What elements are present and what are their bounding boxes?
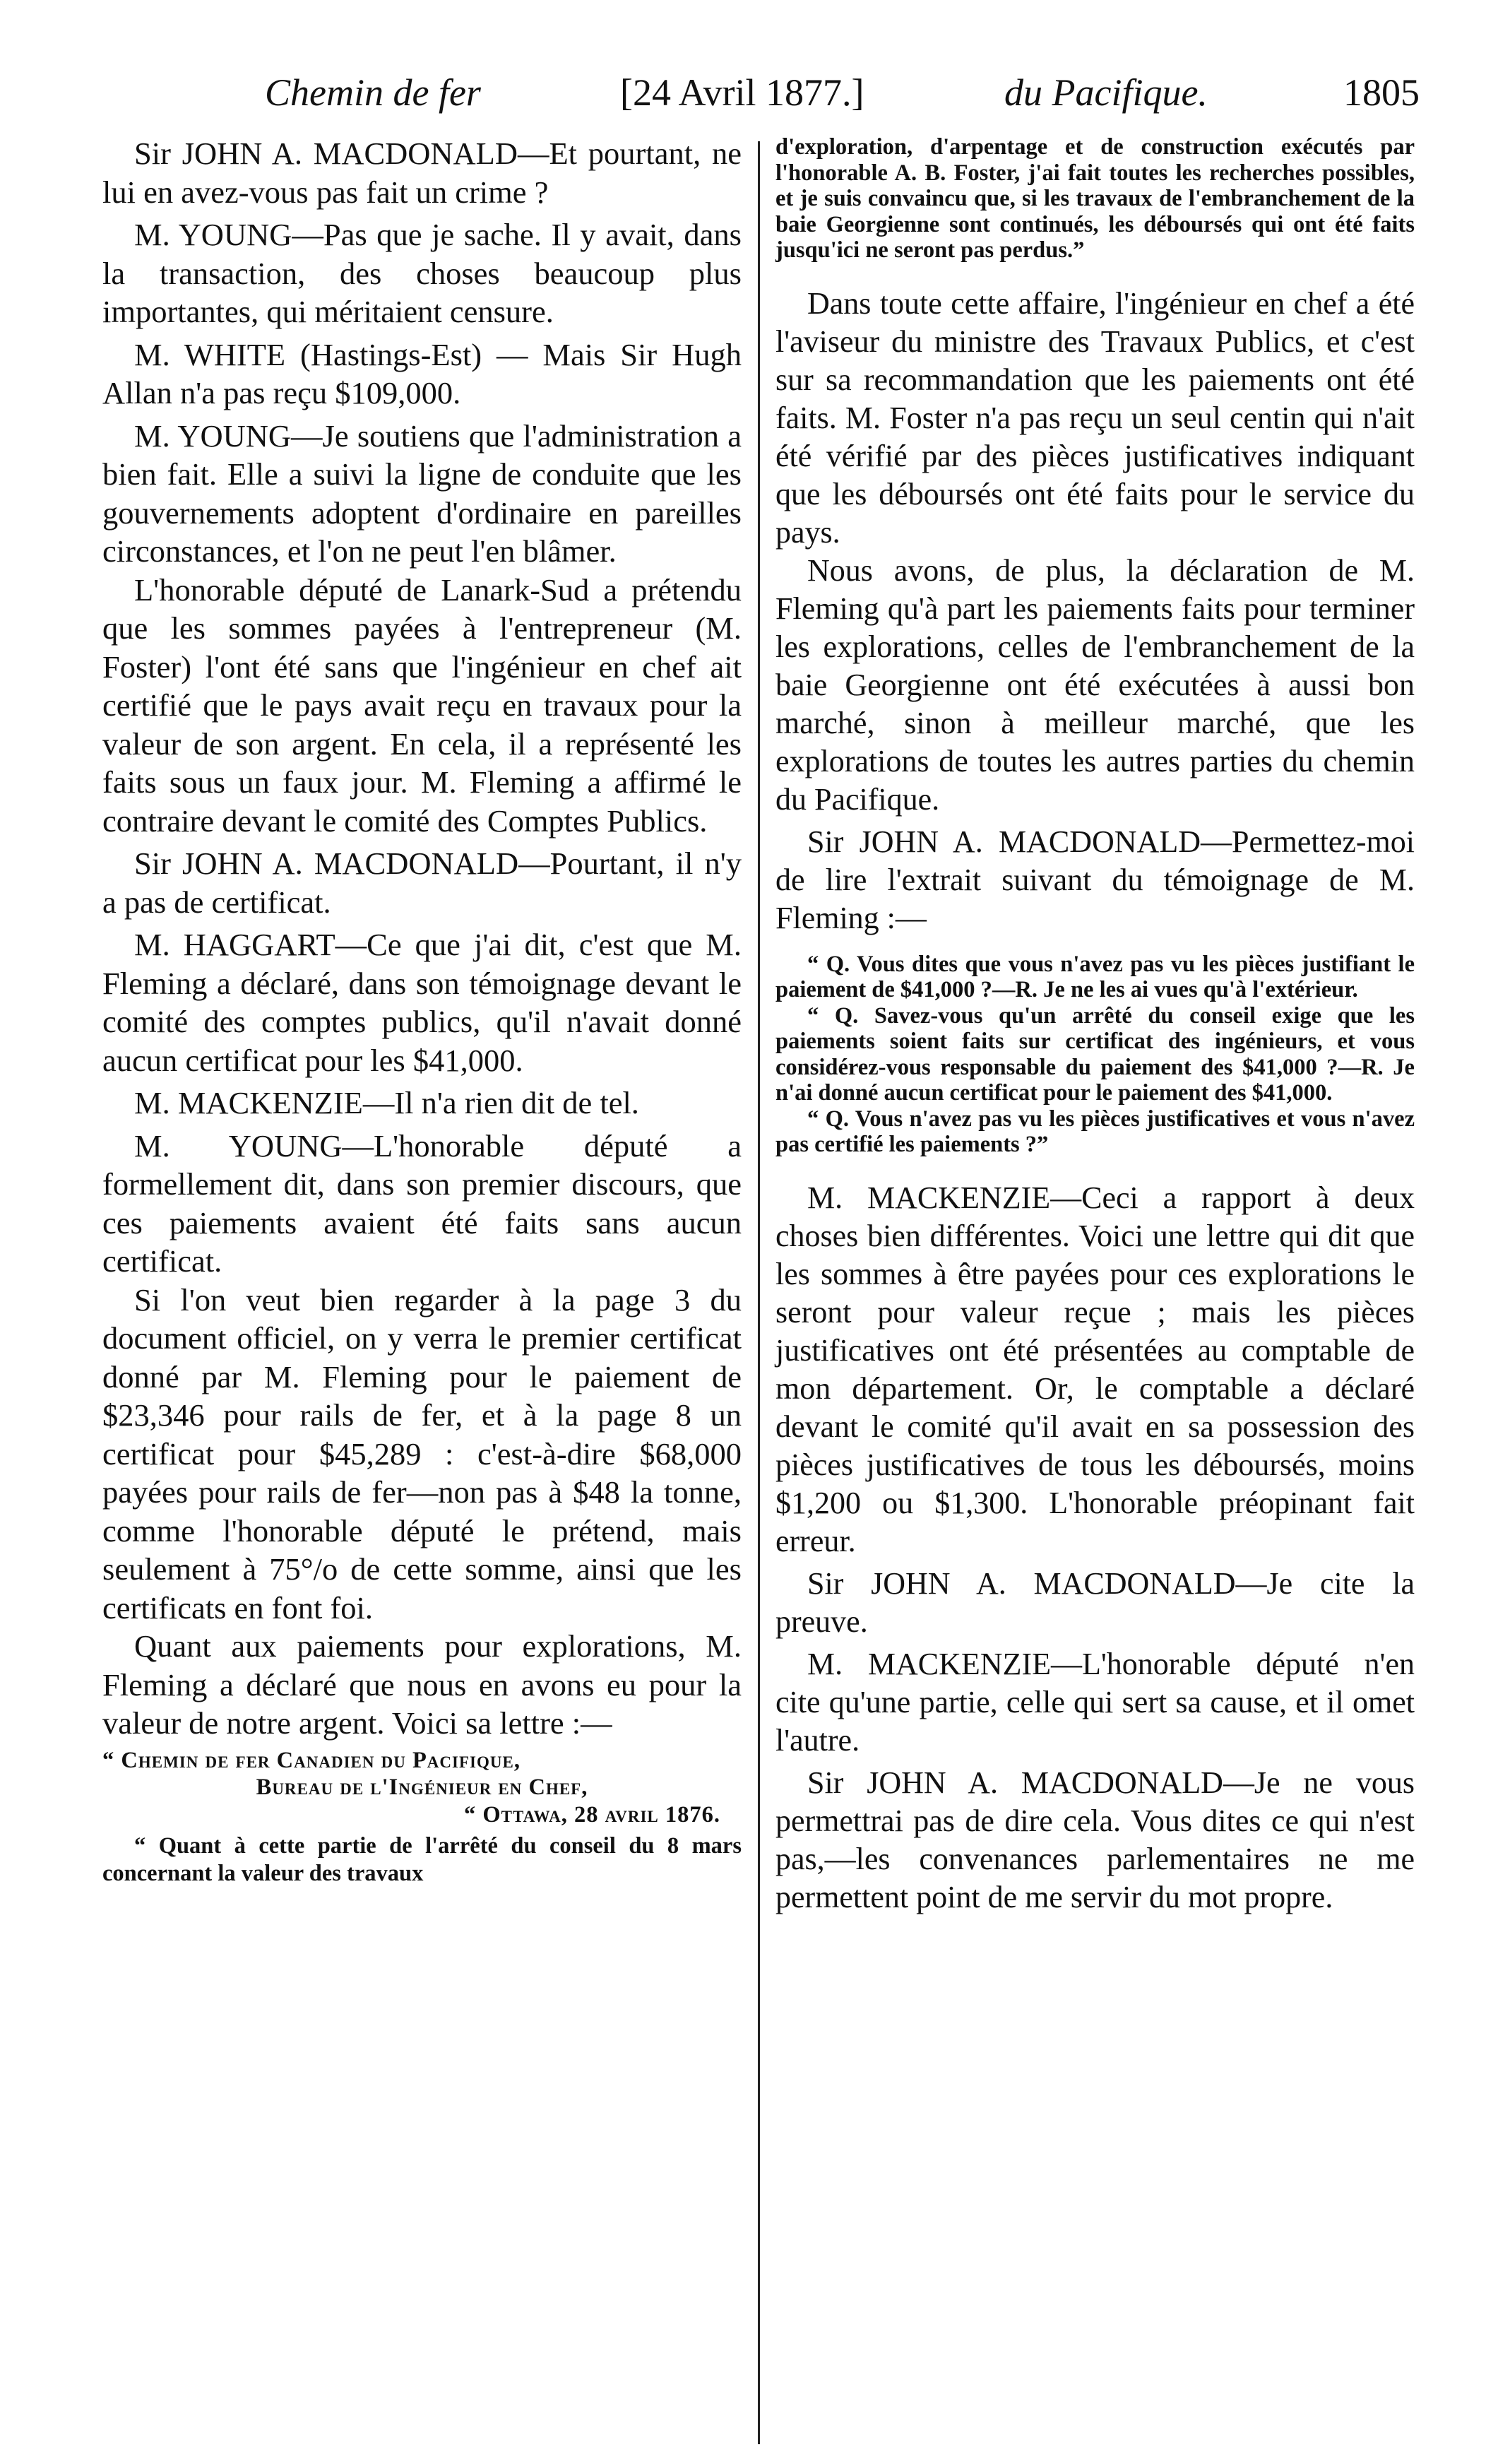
paragraph: Nous avons, de plus, la déclaration de M. Fleming qu'à part les paiements faits pour terminer les explorations, celles de l'embranchement de la baie Georgienne ont été exécutées à aussi bon marché, sinon à meilleur marché, que les explorations de toutes les autres parties du chemin du Pacifique.: [775, 552, 1415, 817]
paragraph: M. MACKENZIE—Il n'a rien dit de tel.: [134, 1085, 639, 1120]
letter-quote: “ Quant à cette partie de l'arrêté du conseil du 8 mars concernant la valeur des travaux: [102, 1833, 742, 1886]
paragraph: M. YOUNG—L'honorable député a formellement dit, dans son premier discours, que ces paiements avaient été faits sans aucun certificat.: [102, 1127, 742, 1279]
letter-address-line: “ Chemin de fer Canadien du Pacifique,: [102, 1747, 521, 1773]
letter-date-line: “ Ottawa, 28 avril 1876.: [463, 1801, 720, 1828]
paragraph: M. HAGGART—Ce que j'ai dit, c'est que M. Fleming a déclaré, dans son témoignage devant le comité des comptes publics, qu'il n'avait donné aucun certificat pour les $41,000.: [102, 927, 742, 1078]
header-date: [24 Avril 1877.]: [620, 71, 864, 114]
paragraph: Quant aux paiements pour explorations, M. Fleming a déclaré que nous en avons eu pour la valeur de notre argent. Voici sa lettre :—: [102, 1628, 742, 1741]
header-left: Chemin de fer: [265, 71, 481, 114]
paragraph: Sir JOHN A. MACDONALD—Permettez-moi de lire l'extrait suivant du témoignage de M. Fleming :—: [775, 824, 1415, 935]
right-column: [775, 134, 1415, 1917]
letter-quote-continued: d'exploration, d'arpentage et de construction exécutés par l'honorable A. B. Foster, j'ai fait toutes les recherches possibles, et je suis convaincu que, si les travaux de l'embranchement de la baie Georgienne sont continués, les déboursés qui ont été faits jusqu'ici ne seront pas perdus.”: [775, 134, 1415, 263]
testimony-quote: “ Q. Vous dites que vous n'avez pas vu les pièces justifiant le paiement de $41,000 ?—R. Je ne les ai vues qu'à l'extérieur.: [775, 951, 1415, 1002]
paragraph: Dans toute cette affaire, l'ingénieur en chef a été l'aviseur du ministre des Travaux Publics, et c'est sur sa recommandation que les paiements ont été faits. M. Foster n'a pas reçu un seul centin qui n'ait été vérifié par des pièces justificatives indiquant que les déboursés ont été faits pour le service du pays.: [775, 285, 1415, 550]
paragraph: M. WHITE (Hastings-Est) — Mais Sir Hugh Allan n'a pas reçu $109,000.: [102, 336, 742, 410]
paragraph: Si l'on veut bien regarder à la page 3 du document officiel, on y verra le premier certificat donné par M. Fleming pour le paiement de $23,346 pour rails de fer, et à la page 8 un certificat pour $45,289 : c'est-à-dire $68,000 payées pour rails de fer—non pas à $48 la tonne, comme l'honorable député le prétend, mais seulement à 75°/o de cette somme, ainsi que les certificats en font foi.: [102, 1281, 742, 1625]
paragraph: M. MACKENZIE—Ceci a rapport à deux choses bien différentes. Voici une lettre qui dit que les sommes à être payées pour ces explorations le seront pour valeur reçue ; mais les pièces justificatives ont été présentées au comptable de mon département. Or, le comptable a déclaré devant le comité qu'il avait en sa possession des pièces justificatives de tous les déboursés, moins $1,200 ou $1,300. L'honorable préopinant fait erreur.: [775, 1180, 1415, 1558]
paragraph: L'honorable député de Lanark-Sud a prétendu que les sommes payées à l'entrepreneur (M. Foster) l'ont été sans que l'ingénieur en chef ait certifié que le pays avait reçu en travaux pour la valeur de son argent. En cela, il a représenté les faits sous un faux jour. M. Fleming a affirmé le contraire devant le comité des Comptes Publics.: [102, 571, 742, 839]
testimony-quote: “ Q. Vous n'avez pas vu les pièces justificatives et vous n'avez pas certifié les paiements ?”: [775, 1106, 1415, 1157]
paragraph: M. YOUNG—Je soutiens que l'administration a bien fait. Elle a suivi la ligne de conduite que les gouvernements adoptent d'ordinaire en pareilles circonstances, et l'on ne peut l'en blâmer.: [102, 417, 742, 569]
paragraph: M. MACKENZIE—L'honorable député n'en cite qu'une partie, celle qui sert sa cause, et il omet l'autre.: [775, 1646, 1415, 1758]
testimony-quote: “ Q. Savez-vous qu'un arrêté du conseil exige que les paiements soient faits sur certificat des ingénieurs, et vous considérez-vous responsable du paiement des $41,000 ?—R. Je n'ai donné aucun certificat pour le paiement des $41,000.: [775, 1002, 1415, 1106]
paragraph: Sir JOHN A. MACDONALD—Et pourtant, ne lui en avez-vous pas fait un crime ?: [102, 136, 742, 210]
paragraph: Sir JOHN A. MACDONALD—Je ne vous permettrai pas de dire cela. Vous dites ce qui n'est pas,—les convenances parlementaires ne me permettent point de me servir du mot propre.: [775, 1765, 1415, 1914]
page-number: 1805: [1343, 71, 1420, 114]
left-column: [102, 134, 742, 1887]
running-header: [106, 71, 1420, 113]
paragraph: M. YOUNG—Pas que je sache. Il y avait, dans la transaction, des choses beaucoup plus importantes, qui méritaient censure.: [102, 217, 742, 329]
paragraph: Sir JOHN A. MACDONALD—Je cite la preuve.: [775, 1565, 1415, 1639]
letter-address-line: Bureau de l'Ingénieur en Chef,: [256, 1775, 588, 1801]
paragraph: Sir JOHN A. MACDONALD—Pourtant, il n'y a pas de certificat.: [102, 846, 742, 920]
column-divider: [758, 141, 760, 2444]
header-right: du Pacifique.: [1004, 71, 1208, 114]
